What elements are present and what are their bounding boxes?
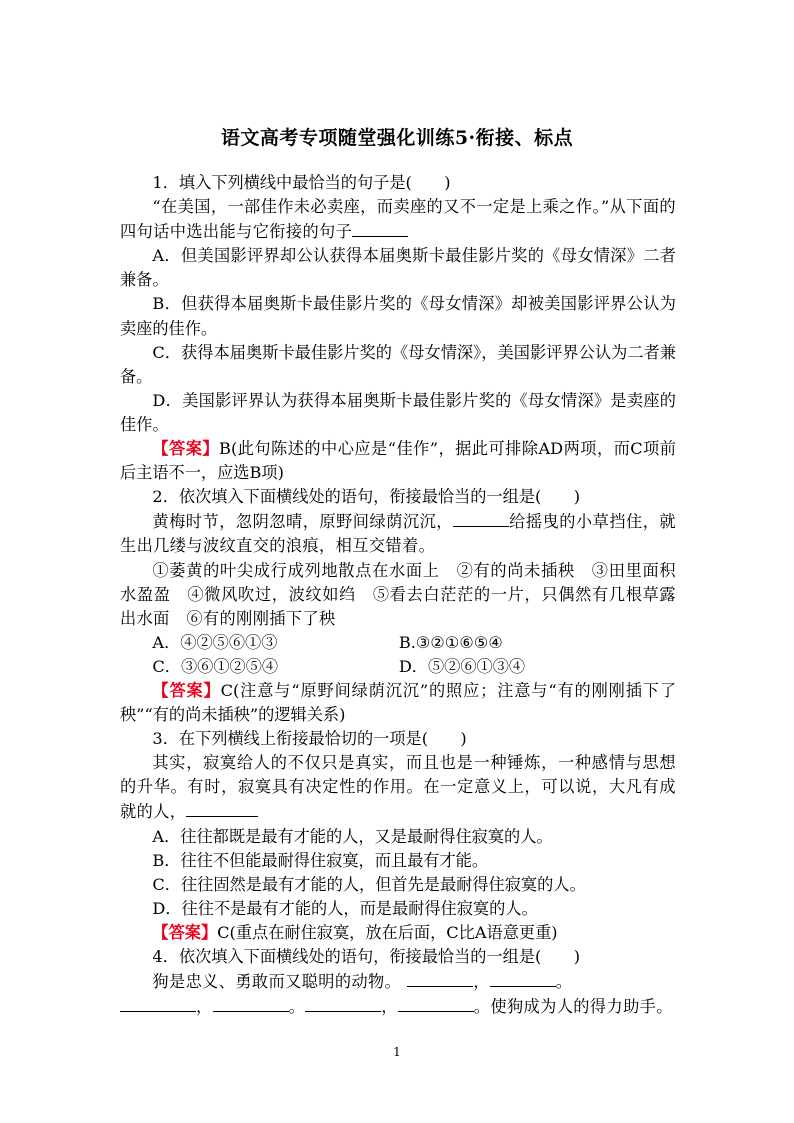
q2-option-c: C．③⑥①②⑤④	[152, 656, 279, 676]
document-title: 语文高考专项随堂强化训练5·衔接、标点	[220, 127, 574, 149]
q1-answer	[120, 437, 676, 485]
q2-blank	[453, 509, 509, 527]
q1-passage	[120, 195, 676, 244]
page-number: 1	[393, 1045, 401, 1059]
q4-sep-5: ，	[381, 997, 398, 1017]
q4-sep-2: 。	[555, 972, 573, 992]
q3-option-b: B．往往不但能最耐得住寂寞，而且最有才能。	[152, 850, 489, 870]
q4-sep-3: ，	[196, 997, 213, 1017]
q1-passage-text: “在美国，一部佳作未必卖座，而卖座的又不一定是上乘之作。”从下面的四句话中选出能与它衔接的句子	[120, 197, 676, 242]
q4-blank-2	[490, 969, 556, 987]
q3-answer-text: C(重点在耐住寂寞，放在后面，C比A语意更重)	[217, 922, 558, 942]
q2-passage	[120, 509, 676, 558]
q4-passage-start: 狗是忠义、勇敢而又聪明的动物。	[152, 972, 402, 992]
q1-option-c: C．获得本届奥斯卡最佳影片奖的《母女情深》，美国影评界公认为二者兼备。	[120, 342, 676, 386]
q2-option-b: B.③②①⑥⑤④	[398, 632, 503, 652]
q2-stem: 2．依次填入下面横线处的语句，衔接最恰当的一组是( )	[152, 487, 581, 507]
q1-option-a: A．但美国影评界却公认获得本届奥斯卡最佳影片奖的《母女情深》二者兼备。	[120, 246, 676, 290]
q4-passage	[120, 969, 676, 1019]
q4-sep-4: 。	[288, 997, 306, 1017]
q2-options-row-1	[120, 631, 676, 655]
q3-answer	[120, 921, 676, 945]
q1-answer-text: B(此句陈述的中心应是“佳作”，据此可排除AD两项，而C项前后主语不一，应选B项)	[120, 439, 676, 483]
q3-passage-text: 其实，寂寞给人的不仅只是真实，而且也是一种锤炼，一种感情与思想的升华。有时，寂寞具有决定性的作用。在一定意义上，可以说，大凡有成就的人，	[120, 753, 676, 822]
q2-answer	[120, 679, 676, 727]
q1-blank	[352, 219, 408, 237]
q3-passage	[120, 751, 676, 824]
q4-blank-6	[398, 994, 474, 1012]
q4-stem: 4．依次填入下面横线处的语句，衔接最恰当的一组是( )	[152, 947, 581, 966]
q4-passage-end: 。使狗成为人的得力助手。	[473, 997, 673, 1017]
q4-blank-3	[120, 994, 196, 1012]
q2-option-d: D．⑤②⑥①③④	[398, 656, 526, 676]
q2-option-a: A．④②⑤⑥①③	[152, 632, 278, 652]
q1-answer-label: 【答案】	[152, 439, 220, 459]
q2-options-row-2	[120, 655, 676, 679]
q4-sep-1: ，	[473, 972, 490, 992]
q1-stem: 1．填入下列横线中最恰当的句子是( )	[152, 173, 451, 192]
q2-answer-text: C(注意与“原野间绿荫沉沉”的照应；注意与“有的刚刚插下了秧”“有的尚未插秧”的逻辑关系)	[120, 680, 677, 725]
q2-passage-after: 给摇曳的小草挡住，就生出几缕与波纹直交的浪痕，相互交错着。	[120, 512, 677, 556]
q3-blank	[186, 799, 258, 817]
q3-option-d: D．往往不是最有才能的人，而是最耐得住寂寞的人。	[152, 898, 538, 918]
q2-items: ①萎黄的叶尖成行成列地散点在水面上 ②有的尚未插秧 ③田里面积水盈盈 ④微风吹过，波纹如绉 ⑤看去白茫茫的一片，只偶然有几根草露出水面 ⑥有的刚刚插下了秧	[120, 560, 676, 628]
q4-blank-1	[407, 969, 473, 987]
q3-option-a: A．往往都既是最有才能的人，又是最耐得住寂寞的人。	[152, 826, 553, 846]
q4-blank-4	[213, 994, 289, 1012]
q1-option-d: D．美国影评界认为获得本届奥斯卡最佳影片奖的《母女情深》是卖座的佳作。	[120, 390, 676, 434]
q4-blank-5	[305, 994, 381, 1012]
q1-option-b: B．但获得本届奥斯卡最佳影片奖的《母女情深》却被美国影评界公认为卖座的佳作。	[120, 294, 676, 338]
document-body	[120, 171, 676, 1019]
q2-passage-before: 黄梅时节，忽阴忽晴，原野间绿荫沉沉，	[152, 512, 453, 532]
q3-stem: 3．在下列横线上衔接最恰切的一项是( )	[152, 729, 467, 749]
q3-option-c: C．往往固然是最有才能的人，但首先是最耐得住寂寞的人。	[152, 874, 586, 894]
q3-answer-label: 【答案】	[152, 922, 218, 942]
q2-answer-label: 【答案】	[152, 680, 221, 700]
